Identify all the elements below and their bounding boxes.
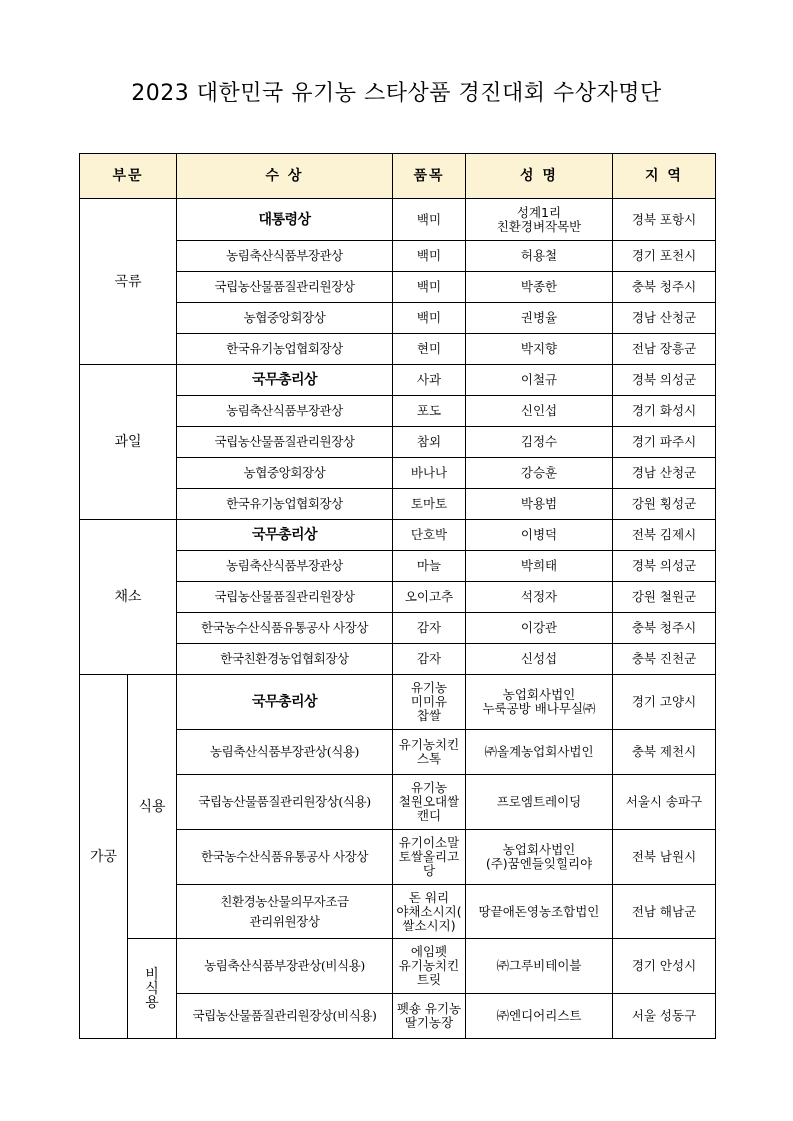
name-cell: 땅끝애돈영농조합법인 (466, 885, 613, 939)
subcategory-cell: 비 식 용 (128, 939, 177, 1039)
region-cell: 서울시 송파구 (613, 775, 716, 830)
award-cell: 농협중앙회장상 (177, 303, 393, 334)
table-row (80, 365, 716, 396)
item-cell: 유기농 미미유 찹쌀 (393, 675, 466, 730)
name-cell: 농업회사법인 누룩공방 배나무실㈜ (466, 675, 613, 730)
item-cell: 사과 (393, 365, 466, 396)
award-cell: 농림축산식품부장관상(식용) (177, 730, 393, 775)
table-row (80, 675, 716, 730)
name-cell: 박지향 (466, 334, 613, 365)
table-row (80, 520, 716, 551)
name-cell: ㈜그루비테이블 (466, 939, 613, 994)
category-cell: 채소 (80, 520, 177, 675)
region-cell: 충북 제천시 (613, 730, 716, 775)
name-cell: 프로엠트레이딩 (466, 775, 613, 830)
item-cell: 유기농치킨 스톡 (393, 730, 466, 775)
award-cell: 국무총리상 (177, 675, 393, 730)
region-cell: 경기 파주시 (613, 427, 716, 458)
category-cell: 곡류 (80, 199, 177, 365)
item-cell: 백미 (393, 199, 466, 241)
subcategory-cell: 식용 (128, 675, 177, 939)
award-cell: 대통령상 (177, 199, 393, 241)
name-cell: 강승훈 (466, 458, 613, 489)
award-cell: 국무총리상 (177, 365, 393, 396)
name-cell: 이병덕 (466, 520, 613, 551)
region-cell: 전북 김제시 (613, 520, 716, 551)
region-cell: 경남 산청군 (613, 458, 716, 489)
header-item: 품목 (393, 154, 466, 199)
table-row (80, 199, 716, 241)
region-cell: 경북 의성군 (613, 365, 716, 396)
region-cell: 경기 고양시 (613, 675, 716, 730)
item-cell: 에임펫 유기농치킨 트릿 (393, 939, 466, 994)
region-cell: 전남 장흥군 (613, 334, 716, 365)
award-cell: 농림축산식품부장관상(비식용) (177, 939, 393, 994)
header-award: 수 상 (177, 154, 393, 199)
table-row (80, 939, 716, 994)
name-cell: 권병율 (466, 303, 613, 334)
item-cell: 현미 (393, 334, 466, 365)
item-cell: 돈 워리 야채소시지( 쌀소시지) (393, 885, 466, 939)
name-cell: 이철규 (466, 365, 613, 396)
category-cell: 가공 (80, 675, 128, 1039)
region-cell: 강원 철원군 (613, 582, 716, 613)
award-cell: 국립농산물품질관리원장상 (177, 582, 393, 613)
name-cell: 허용철 (466, 241, 613, 272)
award-cell: 친환경농산물의무자조금 관리위원장상 (177, 885, 393, 939)
region-cell: 경남 산청군 (613, 303, 716, 334)
name-cell: 석정자 (466, 582, 613, 613)
award-cell: 농림축산식품부장관상 (177, 241, 393, 272)
awards-table (79, 153, 716, 1039)
name-cell: 박종한 (466, 272, 613, 303)
name-cell: 이강관 (466, 613, 613, 644)
name-cell: 성계1리 친환경벼작목반 (466, 199, 613, 241)
item-cell: 백미 (393, 241, 466, 272)
item-cell: 백미 (393, 272, 466, 303)
award-cell: 농림축산식품부장관상 (177, 551, 393, 582)
award-cell: 한국유기농업협회장상 (177, 334, 393, 365)
item-cell: 펫숑 유기농 딸기농장 (393, 994, 466, 1039)
item-cell: 바나나 (393, 458, 466, 489)
name-cell: 박용범 (466, 489, 613, 520)
award-cell: 한국친환경농업협회장상 (177, 644, 393, 675)
item-cell: 백미 (393, 303, 466, 334)
name-cell: 신성섭 (466, 644, 613, 675)
region-cell: 경기 안성시 (613, 939, 716, 994)
award-cell: 한국유기농업협회장상 (177, 489, 393, 520)
name-cell: ㈜엔디어리스트 (466, 994, 613, 1039)
header-row (80, 154, 716, 199)
award-cell: 한국농수산식품유통공사 사장상 (177, 830, 393, 885)
item-cell: 유기이소말 토쌀올리고 당 (393, 830, 466, 885)
name-cell: 신인섭 (466, 396, 613, 427)
header-region: 지 역 (613, 154, 716, 199)
region-cell: 서울 성동구 (613, 994, 716, 1039)
item-cell: 감자 (393, 613, 466, 644)
awards-table-body (80, 199, 716, 1039)
award-cell: 농협중앙회장상 (177, 458, 393, 489)
region-cell: 충북 청주시 (613, 272, 716, 303)
name-cell: 농업회사법인 (주)꿈엔들잊힐리야 (466, 830, 613, 885)
page-title: 2023 대한민국 유기농 스타상품 경진대회 수상자명단 (131, 81, 662, 106)
item-cell: 단호박 (393, 520, 466, 551)
award-cell: 국립농산물품질관리원장상(비식용) (177, 994, 393, 1039)
region-cell: 경북 포항시 (613, 199, 716, 241)
item-cell: 마늘 (393, 551, 466, 582)
name-cell: 김정수 (466, 427, 613, 458)
award-cell: 국립농산물품질관리원장상 (177, 272, 393, 303)
header-category: 부문 (80, 154, 177, 199)
name-cell: ㈜올계농업회사법인 (466, 730, 613, 775)
item-cell: 감자 (393, 644, 466, 675)
item-cell: 오이고추 (393, 582, 466, 613)
region-cell: 경기 화성시 (613, 396, 716, 427)
region-cell: 강원 횡성군 (613, 489, 716, 520)
item-cell: 토마토 (393, 489, 466, 520)
item-cell: 포도 (393, 396, 466, 427)
name-cell: 박희태 (466, 551, 613, 582)
award-cell: 농림축산식품부장관상 (177, 396, 393, 427)
award-cell: 한국농수산식품유통공사 사장상 (177, 613, 393, 644)
region-cell: 경북 의성군 (613, 551, 716, 582)
award-cell: 국무총리상 (177, 520, 393, 551)
item-cell: 참외 (393, 427, 466, 458)
item-cell: 유기농 철원오대쌀 캔디 (393, 775, 466, 830)
region-cell: 전북 남원시 (613, 830, 716, 885)
region-cell: 충북 진천군 (613, 644, 716, 675)
region-cell: 전남 해남군 (613, 885, 716, 939)
category-cell: 과일 (80, 365, 177, 520)
region-cell: 충북 청주시 (613, 613, 716, 644)
award-cell: 국립농산물품질관리원장상 (177, 427, 393, 458)
region-cell: 경기 포천시 (613, 241, 716, 272)
header-name: 성 명 (466, 154, 613, 199)
award-cell: 국립농산물품질관리원장상(식용) (177, 775, 393, 830)
